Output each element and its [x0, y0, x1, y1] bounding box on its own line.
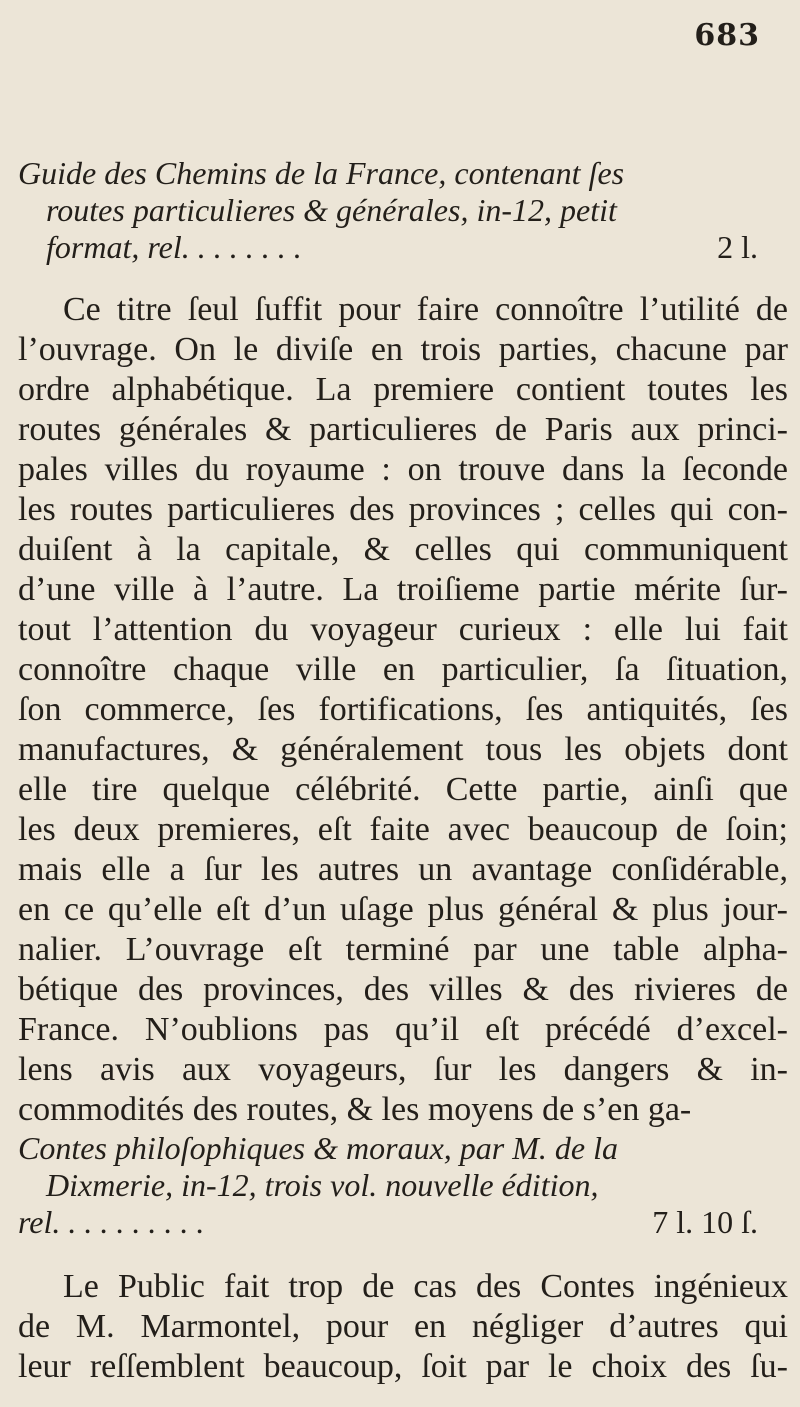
- text-line: routes générales & particulieres de Paris aux princi-: [18, 411, 788, 448]
- text-line: pales villes du royaume : on trouve dans la ſeconde: [18, 451, 788, 488]
- text-line: mais elle a ſur les autres un avantage conſidérable,: [18, 851, 788, 888]
- title-line: routes particulieres & générales, in-12, petit: [46, 192, 617, 228]
- entry-title-guide: [18, 155, 778, 266]
- text-line: tout l’attention du voyageur curieux : elle lui fait: [18, 611, 788, 648]
- text-line: nalier. L’ouvrage eſt terminé par une table alpha-: [18, 931, 788, 968]
- text-line: les deux premieres, eſt faite avec beaucoup de ſoin;: [18, 811, 788, 848]
- title-line: rel. . . . . . . . . .: [18, 1204, 205, 1240]
- text-line: Ce titre ſeul ſuffit pour faire connoître l’utilité de: [63, 291, 788, 328]
- entry-title-contes: [18, 1130, 778, 1241]
- price: 2 l.: [717, 229, 758, 265]
- text-line: leur reſſemblent beaucoup, ſoit par le choix des ſu-: [18, 1348, 788, 1385]
- entry-description-guide: [18, 290, 788, 1130]
- text-line: commodités des routes, & les moyens de s’en ga-: [18, 1091, 692, 1128]
- text-line: manufactures, & généralement tous les objets dont: [18, 731, 788, 768]
- price: 7 l. 10 ſ.: [652, 1204, 758, 1240]
- title-line: format, rel. . . . . . . .: [46, 229, 302, 265]
- text-line: Le Public fait trop de cas des Contes ingénieux: [63, 1268, 788, 1305]
- text-line: lens avis aux voyageurs, ſur les dangers & in-: [18, 1051, 788, 1088]
- text-line: bétique des provinces, des villes & des rivieres de: [18, 971, 788, 1008]
- text-line: de M. Marmontel, pour en négliger d’autres qui: [18, 1308, 788, 1345]
- text-line: France. N’oublions pas qu’il eſt précédé d’excel-: [18, 1011, 788, 1048]
- entry-description-contes: [18, 1267, 788, 1387]
- text-line: ordre alphabétique. La premiere contient toutes les: [18, 371, 788, 408]
- text-line: elle tire quelque célébrité. Cette partie, ainſi que: [18, 771, 788, 808]
- text-line: les routes particulieres des provinces ; celles qui con-: [18, 491, 788, 528]
- text-line: connoître chaque ville en particulier, ſa ſituation,: [18, 651, 788, 688]
- text-line: en ce qu’elle eſt d’un uſage plus général & plus jour-: [18, 891, 788, 928]
- page-number: 683: [694, 18, 760, 53]
- text-line: l’ouvrage. On le diviſe en trois parties, chacune par: [18, 331, 788, 368]
- text-line: duiſent à la capitale, & celles qui communiquent: [18, 531, 788, 568]
- title-price-line: [18, 1204, 778, 1241]
- title-line: Dixmerie, in-12, trois vol. nouvelle édition,: [46, 1167, 599, 1203]
- text-line: d’une ville à l’autre. La troiſieme partie mérite ſur-: [18, 571, 788, 608]
- title-price-line: [18, 229, 778, 266]
- text-line: ſon commerce, ſes fortifications, ſes antiquités, ſes: [18, 691, 788, 728]
- title-line: Contes philoſophiques & moraux, par M. de la: [18, 1130, 618, 1166]
- title-line: Guide des Chemins de la France, contenant ſes: [18, 155, 625, 191]
